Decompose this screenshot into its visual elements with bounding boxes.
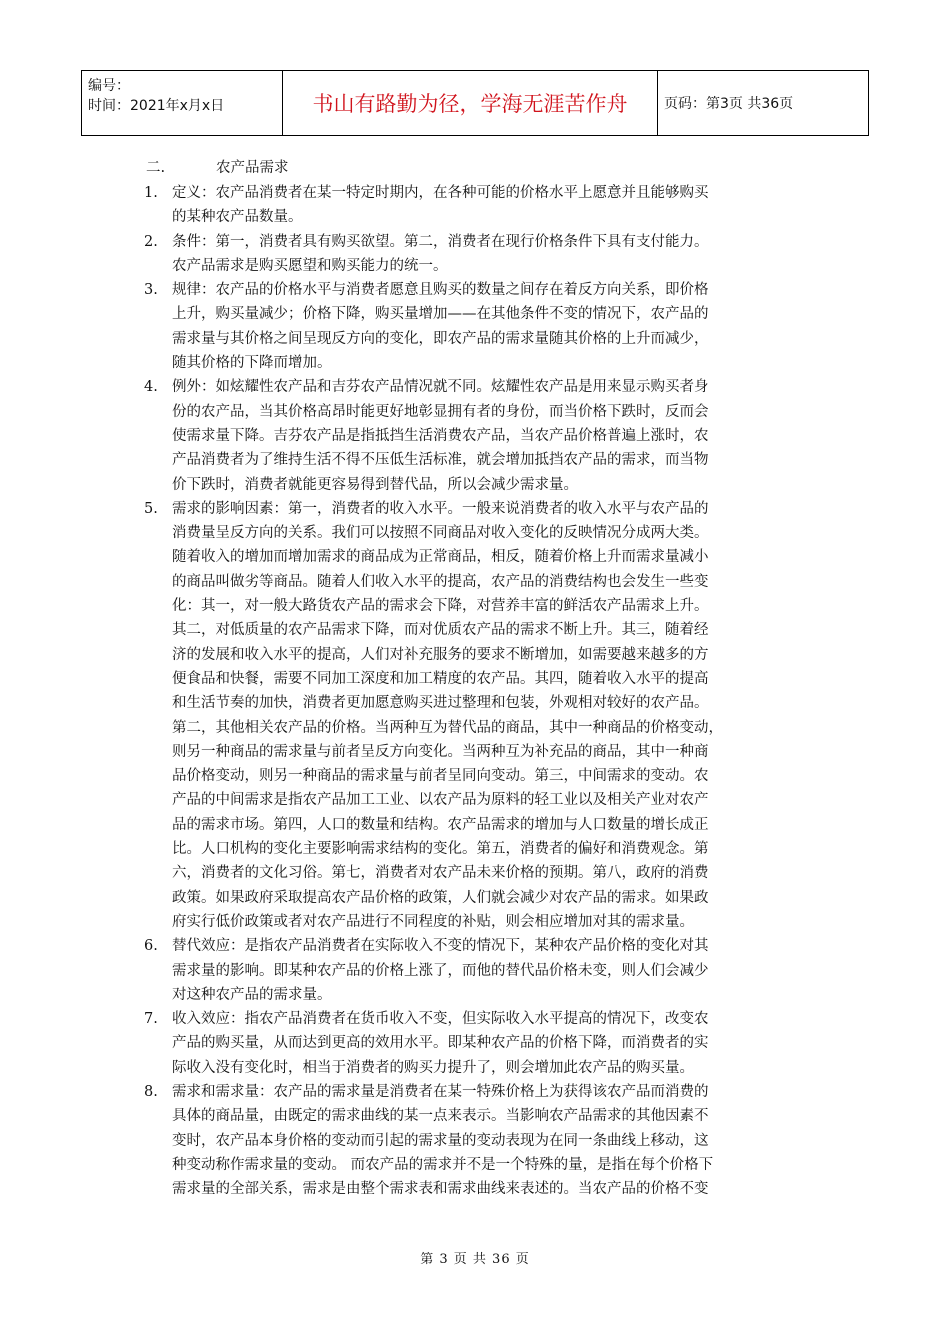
list-item — [140, 230, 805, 279]
item-line: 需求量与其价格之间呈现反方向的变化，即农产品的需求量随其价格的上升而减少， — [172, 330, 709, 347]
item-text — [172, 934, 805, 1007]
item-line: 的商品叫做劣等商品。随着人们收入水平的提高，农产品的消费结构也会发生一些变 — [172, 573, 709, 590]
page-footer: 第 3 页 共 36 页 — [420, 1252, 530, 1267]
item-line: 价下跌时，消费者就能更容易得到替代品，所以会减少需求量。 — [172, 476, 578, 493]
item-line: 和生活节奏的加快，消费者更加愿意购买进过整理和包装，外观相对较好的农产品。 — [172, 695, 709, 712]
list-item — [140, 375, 805, 496]
list-item — [140, 278, 805, 375]
item-line: 其二，对低质量的农产品需求下降，而对优质农产品的需求不断上升。其三，随着经 — [172, 622, 709, 639]
item-line: 的某种农产品数量。 — [172, 209, 303, 226]
list-item — [140, 181, 805, 230]
header-left-cell — [82, 71, 283, 135]
item-line: 便食品和快餐，需要不同加工深度和加工精度的农产品。其四，随着收入水平的提高 — [172, 670, 709, 687]
item-text — [172, 375, 805, 496]
item-line: 收入效应：指农产品消费者在货币收入不变，但实际收入水平提高的情况下，改变农 — [172, 1011, 709, 1028]
item-line: 产品的中间需求是指农产品加工工业、以农产品为原料的轻工业以及相关产业对农产 — [172, 792, 709, 809]
item-line: 条件：第一，消费者具有购买欲望。第二，消费者在现行价格条件下具有支付能力。 — [172, 233, 709, 250]
item-line: 产品消费者为了维持生活不得不压低生活标准，就会增加抵挡农产品的需求，而当物 — [172, 452, 709, 469]
item-line: 比。人口机构的变化主要影响需求结构的变化。第五，消费者的偏好和消费观念。第 — [172, 841, 709, 858]
item-text — [172, 230, 805, 279]
item-line: 具体的商品量，由既定的需求曲线的某一点来表示。当影响农产品需求的其他因素不 — [172, 1108, 709, 1125]
item-number: 7. — [144, 1011, 158, 1028]
item-line: 农产品需求是购买愿望和购买能力的统一。 — [172, 257, 448, 274]
item-line: 际收入没有变化时，相当于消费者的购买力提升了，则会增加此农产品的购买量。 — [172, 1059, 694, 1076]
item-number: 4. — [144, 379, 158, 396]
item-line: 对这种农产品的需求量。 — [172, 986, 332, 1003]
item-line: 第二，其他相关农产品的价格。当两种互为替代品的商品，其中一种商品的价格变动， — [172, 719, 723, 736]
numbered-list — [140, 181, 805, 1201]
item-number: 2. — [144, 233, 158, 250]
list-item — [140, 497, 805, 934]
item-line: 变时，农产品本身价格的变动而引起的需求量的变动表现为在同一条曲线上移动，这 — [172, 1132, 709, 1149]
item-line: 需求量的影响。即某种农产品的价格上涨了，而他的替代品价格未变，则人们会减少 — [172, 962, 709, 979]
item-line: 种变动称作需求量的变动。 而农产品的需求并不是一个特殊的量，是指在每个价格下 — [172, 1156, 714, 1173]
item-line: 上升，购买量减少；价格下降，购买量增加——在其他条件不变的情况下，农产品的 — [172, 306, 709, 323]
section-number: 二. — [146, 160, 166, 176]
item-line: 产品的购买量，从而达到更高的效用水平。即某种农产品的价格下降，而消费者的实 — [172, 1035, 709, 1052]
item-line: 使需求量下降。吉芬农产品是指抵挡生活消费农产品，当农产品价格普遍上涨时，农 — [172, 427, 709, 444]
item-number: 8. — [144, 1083, 158, 1100]
item-text — [172, 1080, 805, 1201]
item-line: 政策。如果政府采取提高农产品价格的政策，人们就会减少对农产品的需求。如果政 — [172, 889, 709, 906]
item-number: 6. — [144, 938, 158, 955]
item-line: 府实行低价政策或者对农产品进行不同程度的补贴，则会相应增加对其的需求量。 — [172, 913, 694, 930]
item-text — [172, 1007, 805, 1080]
item-line: 需求量的全部关系，需求是由整个需求表和需求曲线来表述的。当农产品的价格不变 — [172, 1181, 709, 1198]
document-body — [140, 155, 805, 1201]
time-label: 时间：2021年x月x日 — [88, 98, 225, 114]
item-line: 化：其一，对一般大路货农产品的需求会下降，对营养丰富的鲜活农产品需求上升。 — [172, 598, 709, 615]
page-info: 页码：第3页 共36页 — [664, 96, 794, 112]
item-line: 定义：农产品消费者在某一特定时期内，在各种可能的价格水平上愿意并且能够购买 — [172, 185, 709, 201]
item-line: 替代效应：是指农产品消费者在实际收入不变的情况下，某种农产品价格的变化对其 — [172, 938, 709, 955]
item-line: 随着收入的增加而增加需求的商品成为正常商品，相反，随着价格上升而需求量减小 — [172, 549, 709, 566]
item-line: 随其价格的下降而增加。 — [172, 355, 332, 372]
item-text — [172, 278, 805, 375]
item-line: 消费量呈反方向的关系。我们可以按照不同商品对收入变化的反映情况分成两大类。 — [172, 525, 709, 542]
item-line: 需求和需求量：农产品的需求量是消费者在某一特殊价格上为获得该农产品而消费的 — [172, 1083, 709, 1100]
motto: 书山有路勤为径，学海无涯苦作舟 — [283, 71, 658, 135]
item-line: 规律：农产品的价格水平与消费者愿意且购买的数量之间存在着反方向关系，即价格 — [172, 282, 709, 299]
item-text — [172, 497, 805, 934]
list-item — [140, 934, 805, 1007]
item-line: 则另一种商品的需求量与前者呈反方向变化。当两种互为补充品的商品，其中一种商 — [172, 743, 709, 760]
header-table — [81, 70, 869, 136]
item-line: 需求的影响因素：第一，消费者的收入水平。一般来说消费者的收入水平与农产品的 — [172, 500, 709, 517]
item-line: 例外：如炫耀性农产品和吉芬农产品情况就不同。炫耀性农产品是用来显示购买者身 — [172, 379, 709, 396]
code-label: 编号： — [88, 78, 130, 94]
item-line: 份的农产品，当其价格高昂时能更好地彰显拥有者的身份，而当价格下跌时，反而会 — [172, 403, 709, 420]
section-heading — [140, 155, 805, 181]
item-line: 六，消费者的文化习俗。第七，消费者对农产品未来价格的预期。第八，政府的消费 — [172, 865, 709, 882]
list-item — [140, 1007, 805, 1080]
item-line: 品价格变动，则另一种商品的需求量与前者呈同向变动。第三，中间需求的变动。农 — [172, 768, 709, 785]
item-number: 3. — [144, 282, 158, 299]
item-line: 品的需求市场。第四，人口的数量和结构。农产品需求的增加与人口数量的增长成正 — [172, 816, 709, 833]
item-number: 1. — [144, 185, 158, 201]
item-number: 5. — [144, 500, 158, 517]
section-title: 农产品需求 — [216, 160, 289, 176]
item-text — [172, 181, 805, 230]
item-line: 济的发展和收入水平的提高，人们对补充服务的要求不断增加，如需要越来越多的方 — [172, 646, 709, 663]
list-item — [140, 1080, 805, 1201]
